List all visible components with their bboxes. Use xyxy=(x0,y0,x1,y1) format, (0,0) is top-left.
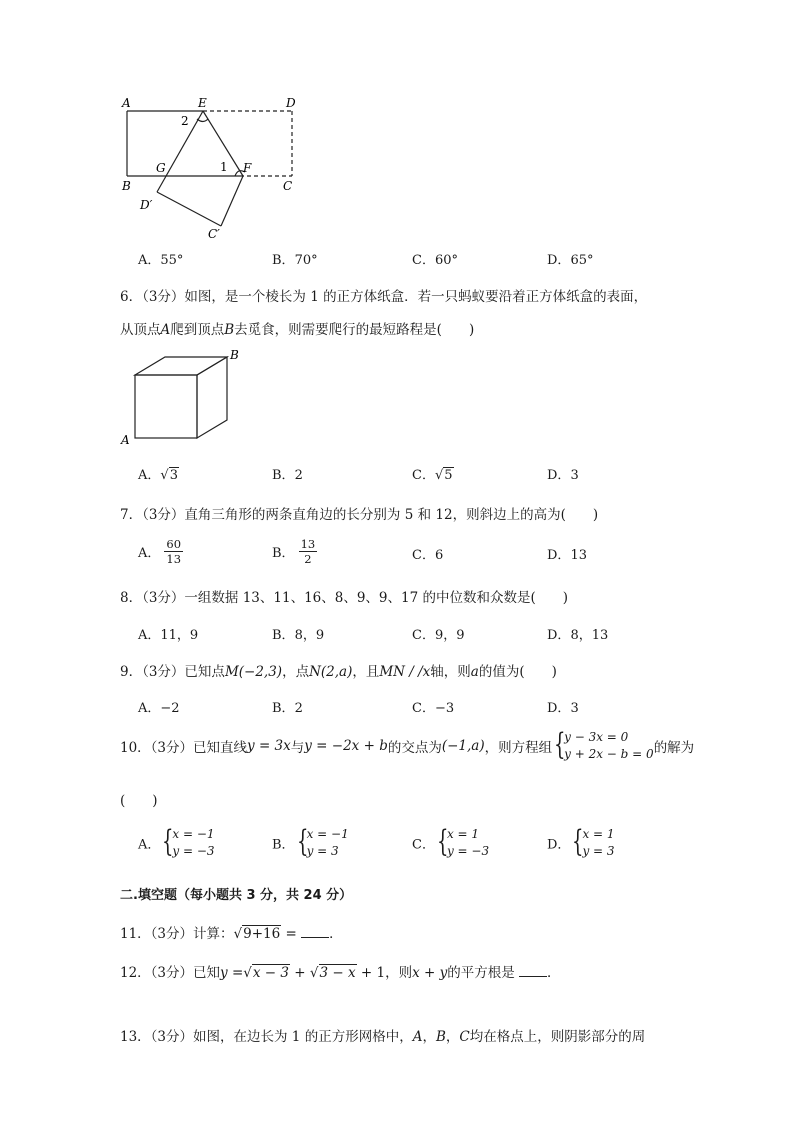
option-letter: B． xyxy=(272,628,295,643)
q11-text xyxy=(120,922,343,942)
option-letter: C． xyxy=(412,548,435,563)
sqrt: √x − 3 xyxy=(243,965,289,981)
var-a: A xyxy=(160,322,171,338)
q7-option-a[interactable] xyxy=(138,537,183,566)
equation-system: { x = 1 y = 3 xyxy=(572,824,615,859)
answer-blank[interactable] xyxy=(519,964,547,977)
var-y: y = xyxy=(220,965,244,981)
option-letter: B． xyxy=(272,701,295,716)
option-text: 70° xyxy=(294,253,318,268)
text-segment: ， xyxy=(445,1029,460,1045)
q9-option-d[interactable] xyxy=(547,697,579,716)
intersection-point: (−1,a) xyxy=(441,738,485,754)
option-text: 2 xyxy=(294,701,303,716)
option-letter: D． xyxy=(547,628,571,643)
label-b: B xyxy=(122,179,131,193)
option-letter: C． xyxy=(412,837,435,853)
q6-option-c[interactable] xyxy=(412,464,454,483)
equation-system: { y − 3x = 0 y + 2x − b = 0 xyxy=(554,727,654,762)
sqrt: √3 − x xyxy=(309,965,356,981)
label-f: F xyxy=(243,161,252,175)
equation-system: { x = −1 y = 3 xyxy=(296,824,349,859)
text-segment: ． xyxy=(547,965,561,981)
text-segment: ，点 xyxy=(282,664,310,680)
cube-label-a: A xyxy=(121,433,130,447)
point-m: M(−2,3) xyxy=(224,664,283,680)
option-letter: B． xyxy=(272,468,295,483)
option-letter: C． xyxy=(412,468,435,483)
point-n: N(2,a) xyxy=(309,664,353,680)
option-letter: A． xyxy=(138,253,161,268)
option-letter: D． xyxy=(547,837,571,853)
answer-blank[interactable] xyxy=(301,925,329,938)
var-a: a xyxy=(470,664,479,680)
q13-text xyxy=(120,1025,645,1045)
var-b: B xyxy=(435,1029,446,1045)
cube-front-face xyxy=(135,375,197,438)
option-letter: C． xyxy=(412,701,435,716)
q7-option-d[interactable] xyxy=(547,544,587,563)
q9-option-a[interactable] xyxy=(138,697,180,716)
q6-option-d[interactable] xyxy=(547,464,579,483)
option-text: 3 xyxy=(570,701,579,716)
q7-option-b[interactable] xyxy=(272,537,317,566)
text-segment: 轴，则 xyxy=(430,664,471,680)
equation-system: { x = 1 y = −3 xyxy=(436,824,490,859)
label-a: A xyxy=(122,96,131,110)
option-letter: B． xyxy=(272,546,295,561)
q6-option-b[interactable] xyxy=(272,464,303,483)
option-text: 6 xyxy=(434,548,444,563)
text-segment: + xyxy=(289,965,310,981)
text-segment: ． xyxy=(329,926,343,942)
var-b: B xyxy=(224,322,235,338)
option-letter: A． xyxy=(138,546,161,561)
option-text: 8，9 xyxy=(294,628,325,643)
sqrt: √5 xyxy=(434,468,453,483)
text-segment: 12．（3分）已知 xyxy=(120,965,221,981)
mn-parallel: MN / /x xyxy=(379,664,431,680)
q8-option-d[interactable] xyxy=(547,624,608,643)
label-e: E xyxy=(198,96,207,110)
q10-text xyxy=(120,729,694,763)
option-text: 60° xyxy=(434,253,458,268)
option-letter: C． xyxy=(412,253,435,268)
q8-option-c[interactable] xyxy=(412,624,465,643)
q5-option-d[interactable] xyxy=(547,249,593,268)
q6-text-line1: 6．（3分）如图，是一个棱长为 1 的正方体纸盒．若一只蚂蚁要沿着正方体纸盒的表面， xyxy=(120,289,648,305)
q9-option-b[interactable] xyxy=(272,697,303,716)
label-g: G xyxy=(156,161,166,175)
fraction: $\frac{60}{13}$ xyxy=(166,537,182,566)
label-d-prime: D′ xyxy=(140,198,153,212)
option-text: 13 xyxy=(570,548,587,563)
option-letter: D． xyxy=(547,701,571,716)
q8-option-b[interactable] xyxy=(272,624,324,643)
option-text: 55° xyxy=(160,253,184,268)
option-letter: D． xyxy=(547,468,571,483)
q9-option-c[interactable] xyxy=(412,697,454,716)
text-segment: ， xyxy=(422,1029,436,1045)
var-xy: x + y xyxy=(412,965,448,981)
line-eq1: y = 3x xyxy=(247,738,291,754)
q10-option-b[interactable] xyxy=(272,826,349,860)
option-text: 65° xyxy=(570,253,594,268)
q9-text xyxy=(120,660,557,680)
cube-top-face xyxy=(135,357,227,375)
option-text: 9，9 xyxy=(434,628,465,643)
equation-system: { x = −1 y = −3 xyxy=(162,824,215,859)
label-c-prime: C′ xyxy=(208,227,220,241)
text-segment: 从顶点 xyxy=(120,322,161,338)
q10-text-line2: ( ) xyxy=(120,793,158,809)
var-c: C xyxy=(459,1029,470,1045)
label-c: C xyxy=(283,179,293,193)
q7-text: 7．（3分）直角三角形的两条直角边的长分别为 5 和 12，则斜边上的高为( ) xyxy=(120,507,599,523)
text-segment: ，且 xyxy=(352,664,380,680)
option-letter: C． xyxy=(412,628,435,643)
text-segment: 去觅食，则需要爬行的最短路程是( ) xyxy=(234,322,475,338)
q5-option-b[interactable] xyxy=(272,249,318,268)
text-segment: 9．（3分）已知点 xyxy=(120,664,225,680)
text-segment: ，则 xyxy=(385,965,413,981)
option-letter: A． xyxy=(138,701,161,716)
text-segment: 爬到顶点 xyxy=(170,322,225,338)
label-d: D xyxy=(286,96,296,110)
option-letter: B． xyxy=(272,837,295,853)
var-a: A xyxy=(412,1029,423,1045)
sqrt: √9+16 xyxy=(233,926,281,942)
fraction: $\frac{13}{2}$ xyxy=(300,537,316,566)
option-text: 11，9 xyxy=(160,628,199,643)
option-text: −2 xyxy=(160,701,180,716)
text-segment: = xyxy=(281,926,302,942)
option-letter: D． xyxy=(547,253,571,268)
q5-option-c[interactable] xyxy=(412,249,458,268)
q7-option-c[interactable] xyxy=(412,544,443,563)
option-text: 3 xyxy=(570,468,579,483)
label-2: 2 xyxy=(181,114,189,128)
q5-figure xyxy=(110,92,320,242)
text-segment: 的值为( ) xyxy=(478,664,557,680)
option-letter: A． xyxy=(138,628,161,643)
label-1: 1 xyxy=(220,160,228,174)
cube-label-b: B xyxy=(230,348,239,362)
option-letter: A． xyxy=(138,468,161,483)
text-segment: ，则方程组 xyxy=(484,740,553,756)
text-segment: 11．（3分）计算： xyxy=(120,926,234,942)
option-letter: A． xyxy=(138,837,161,853)
option-text: −3 xyxy=(434,701,455,716)
text-segment: 的交点为 xyxy=(387,740,442,756)
sqrt: √3 xyxy=(160,468,178,483)
option-text: 2 xyxy=(294,468,303,483)
text-segment: 均在格点上，则阴影部分的周 xyxy=(469,1029,646,1045)
option-text: 8，13 xyxy=(570,628,609,643)
option-letter: D． xyxy=(547,548,571,563)
q10-option-c[interactable] xyxy=(412,826,489,860)
q5-option-a[interactable] xyxy=(138,249,183,268)
text-segment: 的解为 xyxy=(653,740,695,756)
q12-text xyxy=(120,961,561,981)
cube-side-face xyxy=(197,357,227,438)
text-segment: + 1 xyxy=(356,965,386,981)
q8-option-a[interactable] xyxy=(138,624,198,643)
q10-option-d[interactable] xyxy=(547,826,615,860)
q8-text: 8．（3分）一组数据 13、11、16、8、9、9、17 的中位数和众数是( ) xyxy=(120,590,569,606)
text-segment: 的平方根是 xyxy=(447,965,520,981)
text-segment: 10．（3分）已知直线 xyxy=(120,740,248,756)
q10-option-a[interactable] xyxy=(138,826,215,860)
text-segment: 13．（3分）如图，在边长为 1 的正方形网格中， xyxy=(120,1029,413,1045)
q6-cube-figure xyxy=(115,345,250,450)
folded-quadrilateral xyxy=(157,111,245,226)
line-eq2: y = −2x + b xyxy=(304,738,388,754)
text-segment: 与 xyxy=(290,740,305,756)
q6-text-line2 xyxy=(120,318,474,338)
section-2-heading: 二.填空题（每小题共 3 分，共 24 分） xyxy=(120,888,353,903)
option-letter: B． xyxy=(272,253,295,268)
q6-option-a[interactable] xyxy=(138,464,179,483)
